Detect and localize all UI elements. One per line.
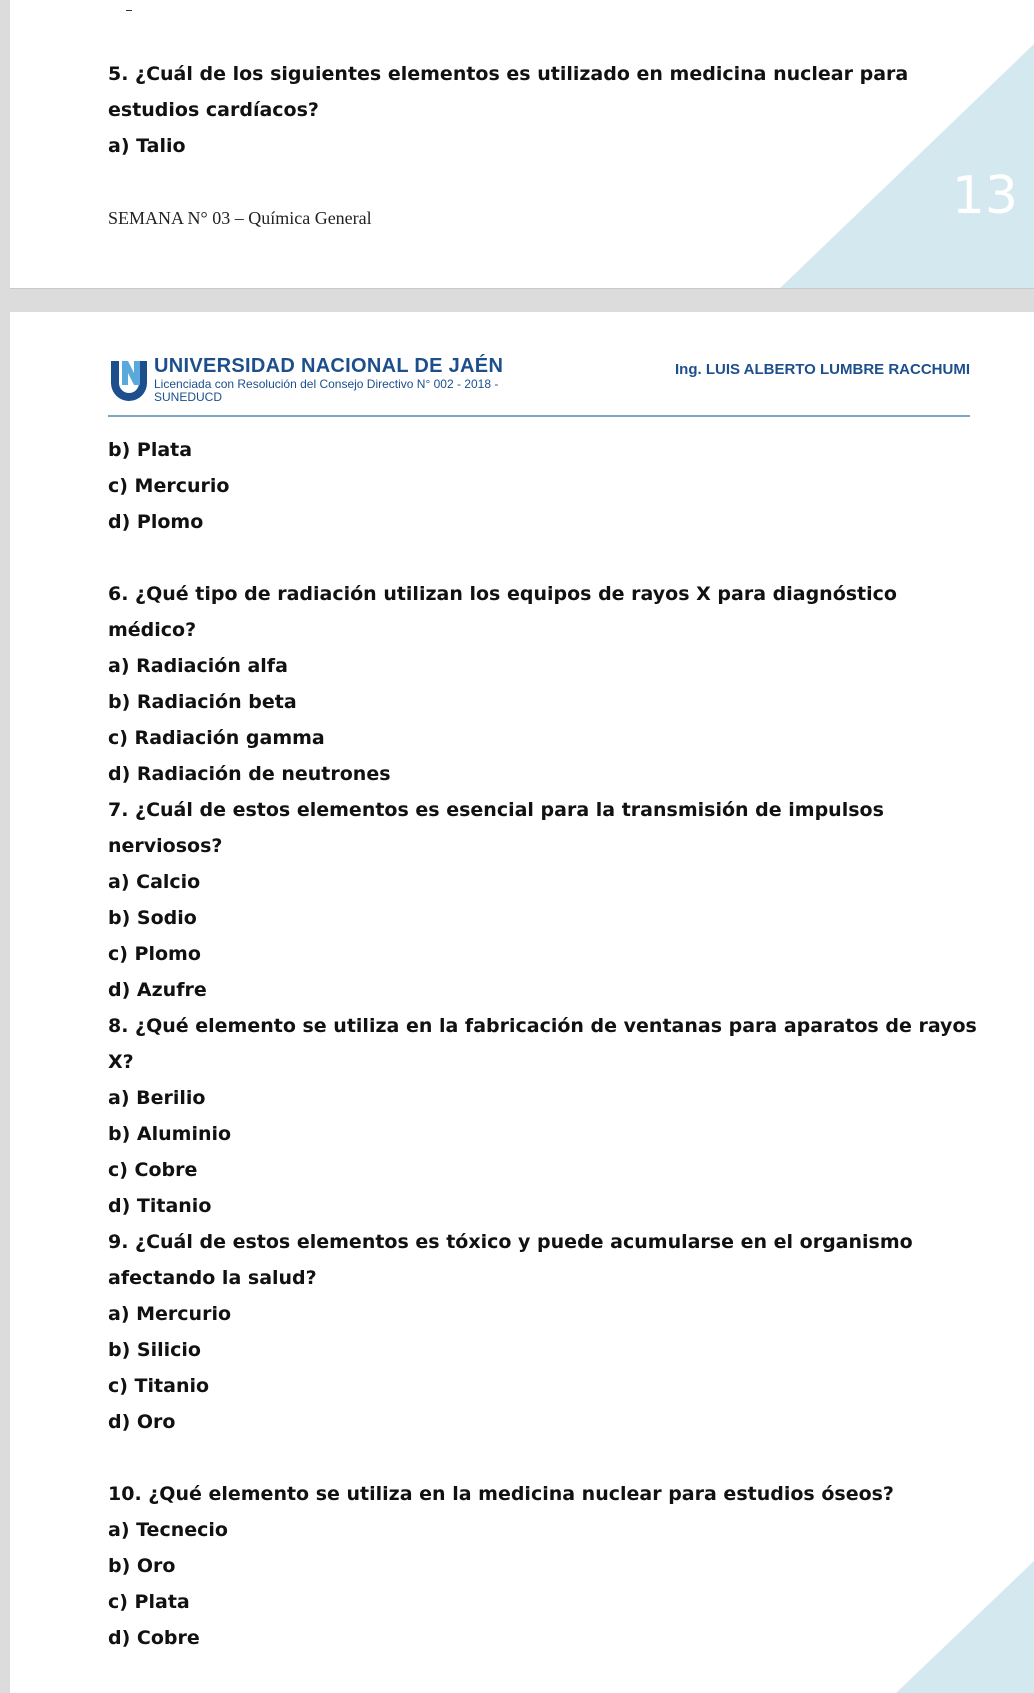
- question-10: [108, 1476, 988, 1656]
- page-previous: [10, 0, 1034, 289]
- question-7: [108, 792, 988, 1008]
- university-logo-icon: [108, 357, 150, 403]
- question-text: 6. ¿Qué tipo de radiación utilizan los equipos de rayos X para diagnóstico médico?: [108, 583, 897, 641]
- question-5-continued: [108, 432, 988, 540]
- decorative-triangle: [896, 1561, 1034, 1693]
- university-name: UNIVERSIDAD NACIONAL DE JAÉN: [154, 355, 504, 377]
- option-item: a) Berilio: [108, 1087, 206, 1109]
- option-item: a) Tecnecio: [108, 1519, 228, 1541]
- question-6: [108, 576, 988, 792]
- page-header: [108, 355, 970, 411]
- option-item: c) Titanio: [108, 1375, 210, 1397]
- option-item: b) Radiación beta: [108, 691, 297, 713]
- option-item: a) Mercurio: [108, 1303, 232, 1325]
- option-item: b) Sodio: [108, 907, 197, 929]
- option-item: d) Cobre: [108, 1627, 200, 1649]
- question-9: [108, 1224, 988, 1440]
- option-item: b) Silicio: [108, 1339, 201, 1361]
- subtitle-line-1: Licenciada con Resolución del Consejo Directivo N° 002 - 2018 -: [154, 377, 499, 391]
- question-text: 8. ¿Qué elemento se utiliza en la fabricación de ventanas para aparatos de rayos X?: [108, 1015, 977, 1073]
- page-footer: SEMANA N° 03 – Química General: [108, 208, 372, 228]
- option-item: d) Oro: [108, 1411, 176, 1433]
- option-item: d) Radiación de neutrones: [108, 763, 391, 785]
- question-8: [108, 1008, 988, 1224]
- option-item: d) Plomo: [108, 511, 204, 533]
- option-item: c) Radiación gamma: [108, 727, 325, 749]
- question-text: 9. ¿Cuál de estos elementos es tóxico y puede acumularse en el organismo afectando la salud?: [108, 1231, 913, 1289]
- page-number: 13: [951, 166, 1018, 226]
- page-current: [10, 312, 1034, 1693]
- option-item: b) Plata: [108, 439, 193, 461]
- option-item: c) Plomo: [108, 943, 201, 965]
- option-item: d) Azufre: [108, 979, 207, 1001]
- stray-mark: [126, 10, 132, 11]
- subtitle-line-2: SUNEDUCD: [154, 390, 223, 404]
- option-item: c) Mercurio: [108, 475, 230, 497]
- instructor-name: Ing. LUIS ALBERTO LUMBRE RACCHUMI: [675, 361, 970, 378]
- option-item: a) Radiación alfa: [108, 655, 288, 677]
- option-item: c) Cobre: [108, 1159, 198, 1181]
- option-item: c) Plata: [108, 1591, 190, 1613]
- header-divider: [108, 415, 970, 417]
- question-text: 7. ¿Cuál de estos elementos es esencial para la transmisión de impulsos nerviosos?: [108, 799, 884, 857]
- option-item: a) Calcio: [108, 871, 201, 893]
- question-5: [108, 56, 988, 164]
- option-item: b) Oro: [108, 1555, 176, 1577]
- university-subtitle: [154, 378, 498, 404]
- question-text: 5. ¿Cuál de los siguientes elementos es utilizado en medicina nuclear para estudios cardíacos?: [108, 63, 909, 121]
- option-item: b) Aluminio: [108, 1123, 232, 1145]
- option-item: a) Talio: [108, 135, 186, 157]
- option-item: d) Titanio: [108, 1195, 212, 1217]
- question-text: 10. ¿Qué elemento se utiliza en la medicina nuclear para estudios óseos?: [108, 1483, 894, 1505]
